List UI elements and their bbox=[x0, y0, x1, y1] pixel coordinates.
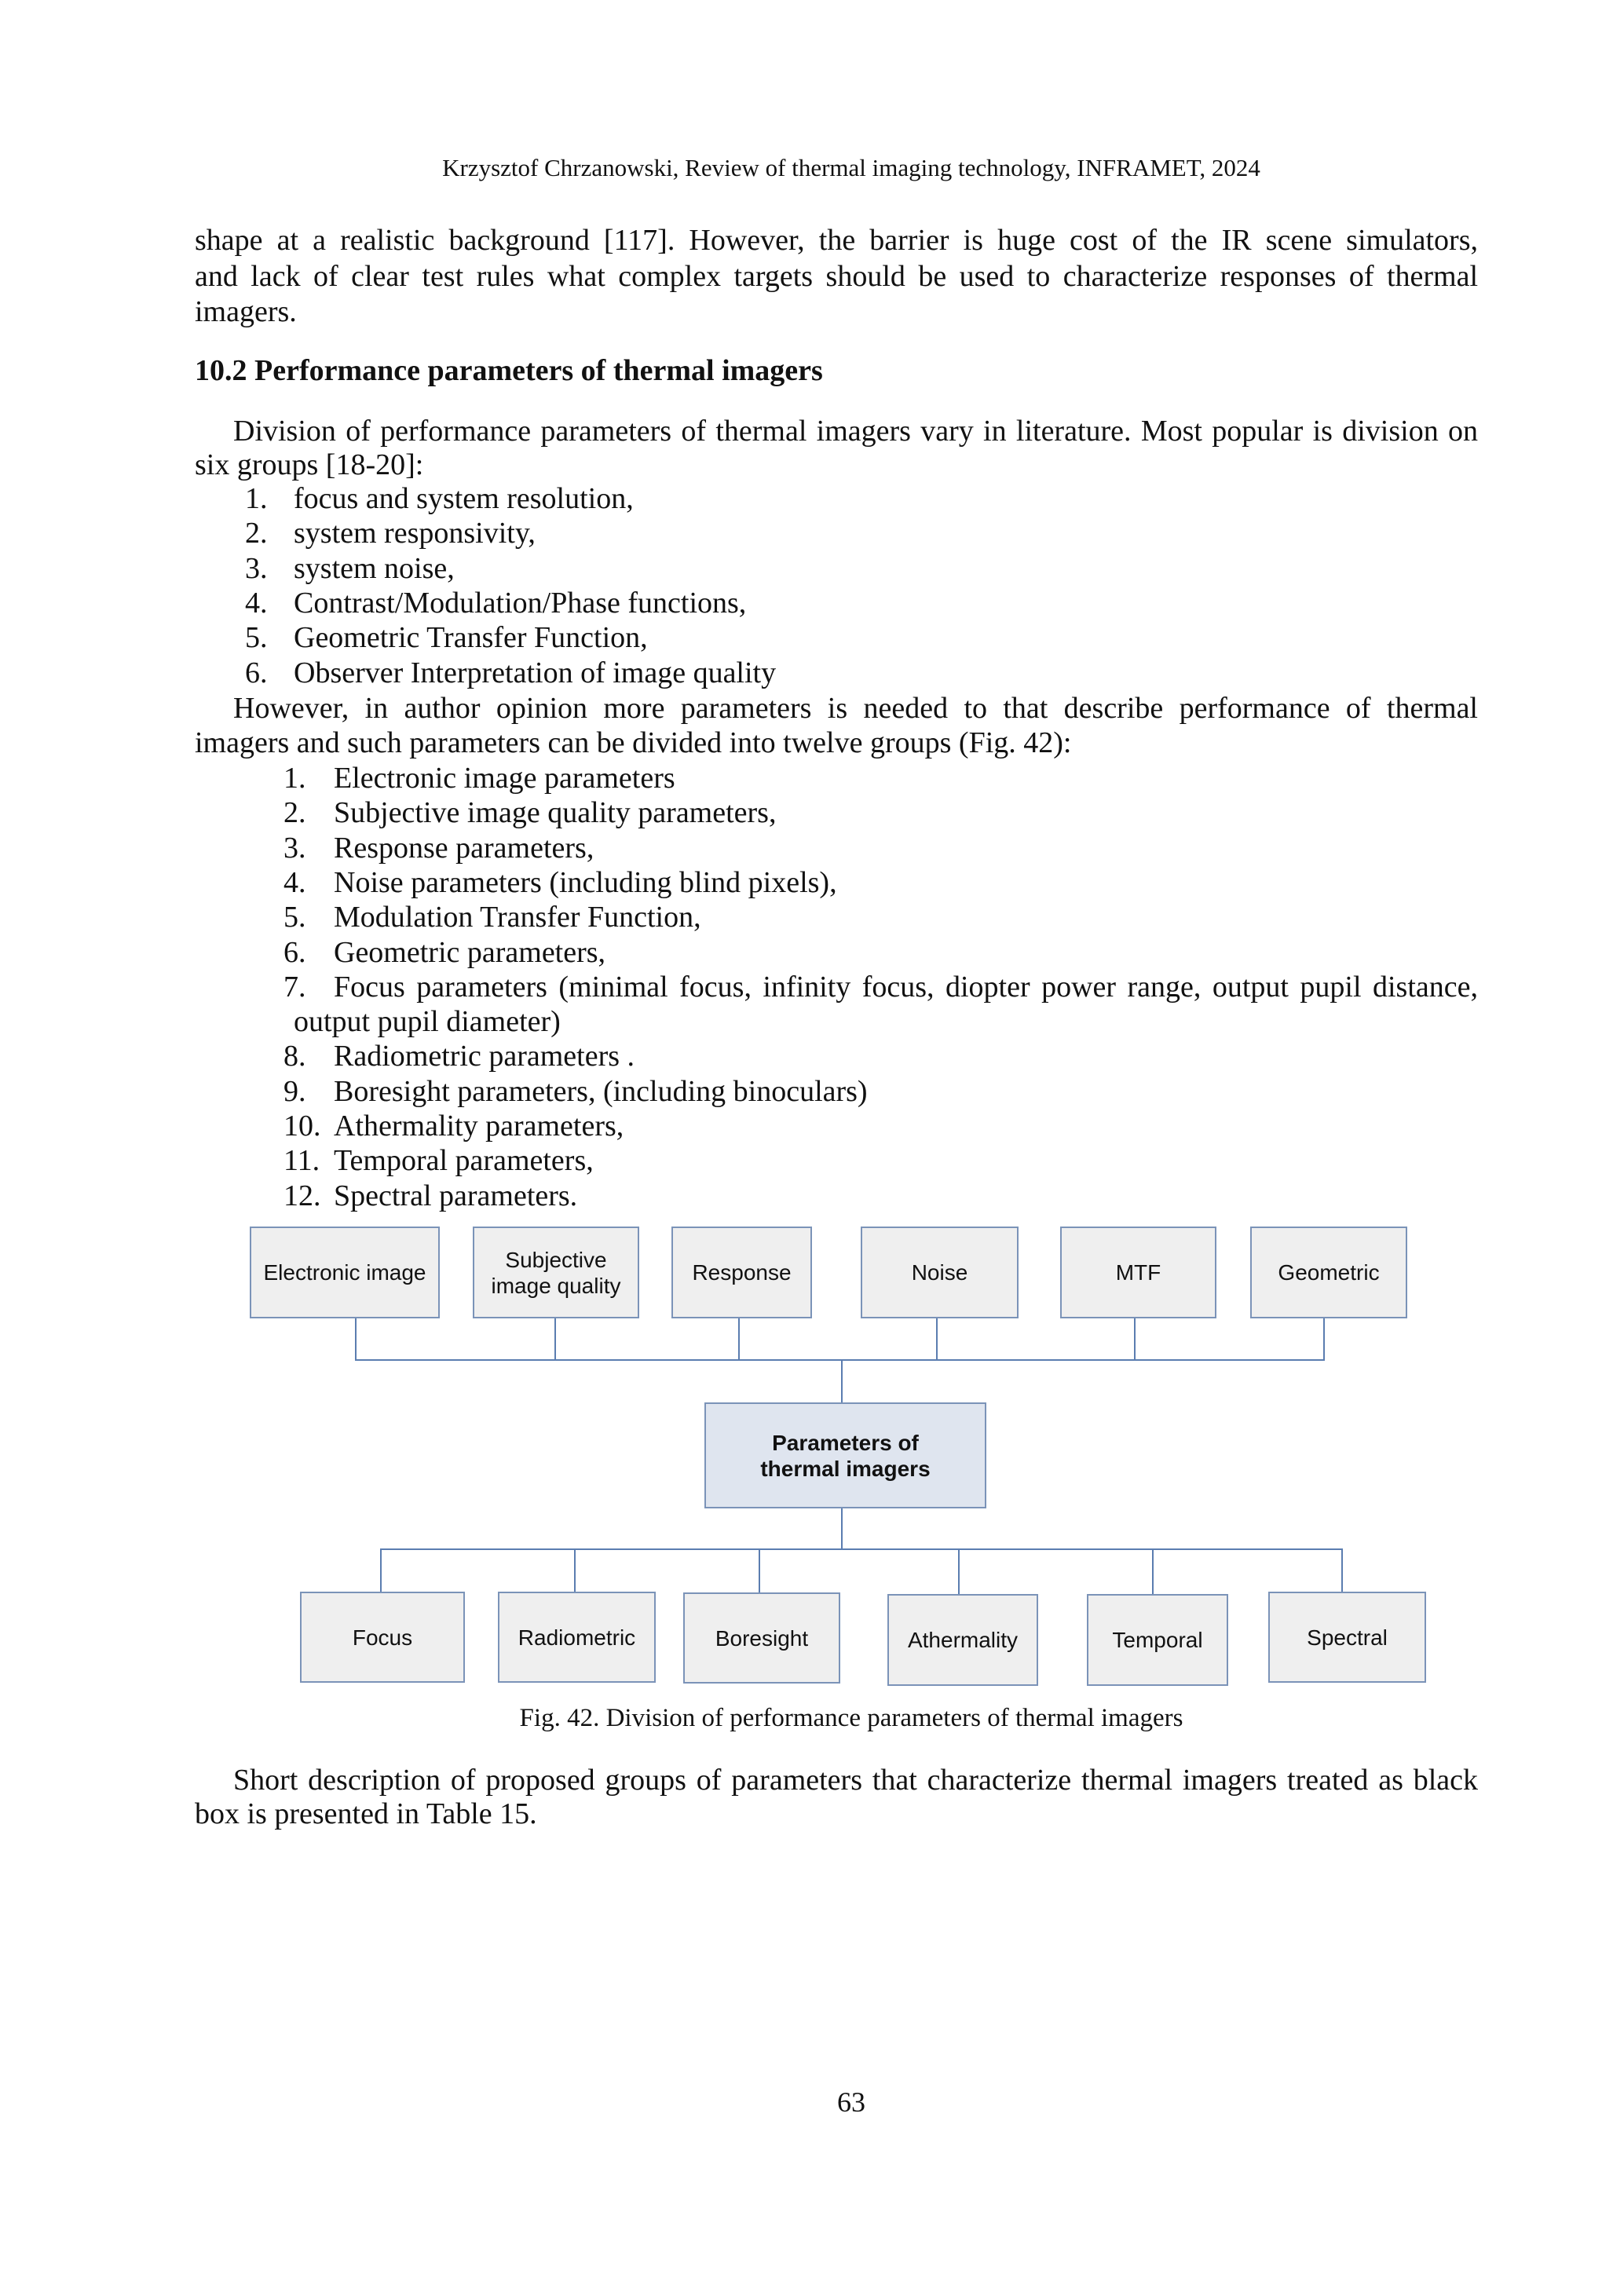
list-item: system responsivity, bbox=[294, 517, 536, 550]
list-item: system noise, bbox=[294, 551, 455, 585]
box-noise: Noise bbox=[861, 1227, 1019, 1318]
list-item: Radiometric parameters . bbox=[334, 1040, 635, 1073]
list-number: 5. bbox=[245, 621, 268, 655]
text-line: imagers and such parameters can be divided into twelve groups (Fig. 42): bbox=[195, 726, 1072, 759]
text-line: Division of performance parameters of thermal imagers vary in literature. Most popular is division on bbox=[233, 415, 1478, 448]
connector bbox=[759, 1548, 760, 1592]
list-number: 11. bbox=[283, 1144, 320, 1178]
text-line: box is presented in Table 15. bbox=[195, 1797, 537, 1830]
connector bbox=[841, 1359, 843, 1403]
list-number: 8. bbox=[283, 1040, 306, 1073]
text-line: shape at a realistic background [117]. However, the barrier is huge cost of the IR scene simulators, bbox=[195, 224, 1478, 257]
connector bbox=[1134, 1318, 1136, 1360]
connector bbox=[1152, 1548, 1154, 1594]
list-number: 6. bbox=[283, 935, 306, 969]
list-number: 2. bbox=[283, 796, 306, 830]
connector bbox=[958, 1548, 960, 1594]
box-geometric: Geometric bbox=[1250, 1227, 1407, 1318]
list-item: Athermality parameters, bbox=[334, 1110, 624, 1143]
page-number: 63 bbox=[837, 2086, 865, 2118]
list-item: Geometric Transfer Function, bbox=[294, 621, 648, 655]
box-temporal: Temporal bbox=[1087, 1594, 1228, 1686]
list-number: 4. bbox=[283, 865, 306, 899]
list-item: Noise parameters (including blind pixels), bbox=[334, 865, 837, 899]
list-number: 6. bbox=[245, 656, 268, 689]
running-header: Krzysztof Chrzanowski, Review of thermal imaging technology, INFRAMET, 2024 bbox=[442, 154, 1260, 181]
box-response: Response bbox=[671, 1227, 812, 1318]
box-radiometric: Radiometric bbox=[498, 1592, 656, 1683]
connector bbox=[380, 1548, 382, 1592]
text-line: However, in author opinion more parameters is needed to that describe performance of thermal bbox=[233, 692, 1478, 725]
list-number: 12. bbox=[283, 1179, 321, 1212]
connector bbox=[574, 1548, 576, 1592]
list-item: Focus parameters (minimal focus, infinity focus, diopter power range, output pupil distance, bbox=[334, 970, 1478, 1004]
list-number: 10. bbox=[283, 1110, 321, 1143]
list-item: Observer Interpretation of image quality bbox=[294, 656, 777, 689]
text-line: Short description of proposed groups of parameters that characterize thermal imagers treated as black bbox=[233, 1764, 1478, 1797]
list-number: 4. bbox=[245, 586, 268, 620]
connector bbox=[380, 1548, 1343, 1550]
connector bbox=[355, 1359, 1325, 1361]
box-subjective-image-quality: Subjective image quality bbox=[473, 1227, 639, 1318]
text-line: imagers. bbox=[195, 295, 297, 328]
list-number: 5. bbox=[283, 901, 306, 934]
connector bbox=[738, 1318, 740, 1360]
connector bbox=[1341, 1548, 1343, 1592]
list-item: output pupil diameter) bbox=[294, 1005, 561, 1039]
list-item: Subjective image quality parameters, bbox=[334, 796, 777, 830]
list-item: Temporal parameters, bbox=[334, 1144, 594, 1178]
connector bbox=[355, 1318, 357, 1360]
box-electronic-image: Electronic image bbox=[250, 1227, 440, 1318]
list-item: Electronic image parameters bbox=[334, 762, 675, 795]
connector bbox=[936, 1318, 938, 1360]
section-heading: 10.2 Performance parameters of thermal imagers bbox=[195, 354, 823, 387]
list-item: Modulation Transfer Function, bbox=[334, 901, 701, 934]
list-number: 3. bbox=[283, 831, 306, 865]
list-item: Geometric parameters, bbox=[334, 935, 606, 969]
list-item: Contrast/Modulation/Phase functions, bbox=[294, 586, 747, 620]
box-mtf: MTF bbox=[1060, 1227, 1216, 1318]
connector bbox=[554, 1318, 556, 1360]
list-number: 1. bbox=[245, 482, 268, 515]
connector bbox=[841, 1508, 843, 1549]
box-spectral: Spectral bbox=[1268, 1592, 1426, 1683]
list-number: 2. bbox=[245, 517, 268, 550]
box-athermality: Athermality bbox=[887, 1594, 1038, 1686]
box-focus: Focus bbox=[300, 1592, 465, 1683]
list-number: 1. bbox=[283, 762, 306, 795]
list-item: Boresight parameters, (including binoculars) bbox=[334, 1074, 868, 1108]
box-parameters-center: Parameters of thermal imagers bbox=[704, 1402, 986, 1508]
box-boresight: Boresight bbox=[683, 1592, 840, 1684]
list-item: focus and system resolution, bbox=[294, 482, 634, 515]
text-line: and lack of clear test rules what complex targets should be used to characterize responses of thermal bbox=[195, 260, 1478, 293]
connector bbox=[1323, 1318, 1325, 1360]
list-number: 7. bbox=[283, 970, 306, 1004]
text-line: six groups [18-20]: bbox=[195, 448, 424, 481]
list-number: 9. bbox=[283, 1074, 306, 1108]
list-item: Spectral parameters. bbox=[334, 1179, 578, 1212]
figure-caption: Fig. 42. Division of performance parameters of thermal imagers bbox=[519, 1704, 1183, 1732]
list-item: Response parameters, bbox=[334, 831, 594, 865]
list-number: 3. bbox=[245, 551, 268, 585]
